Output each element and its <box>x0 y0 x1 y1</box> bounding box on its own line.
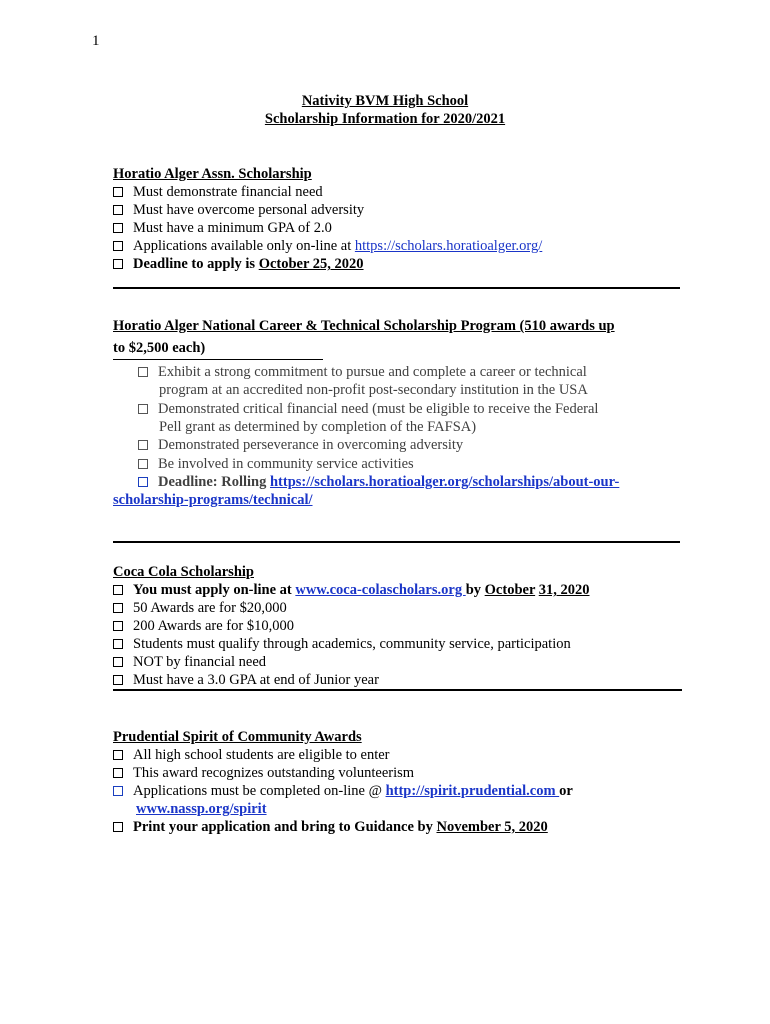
checkbox-icon <box>138 440 148 450</box>
horatio-tech-link[interactable]: https://scholars.horatioalger.org/scholarships/about-our- <box>269 474 620 490</box>
checkbox-icon <box>113 657 123 667</box>
list-item: Must have overcome personal adversity <box>113 201 364 219</box>
horatio-heading: Horatio Alger Assn. Scholarship <box>113 166 312 182</box>
list-item: Must demonstrate financial need <box>113 183 323 201</box>
list-item: All high school students are eligible to enter <box>113 746 390 764</box>
prudential-heading: Prudential Spirit of Community Awards <box>113 729 362 745</box>
list-item: NOT by financial need <box>113 653 266 671</box>
checkbox-icon <box>113 621 123 631</box>
list-item-continuation: program at an accredited non-profit post-secondary institution in the USA <box>159 382 588 398</box>
list-item: Applications must be completed on-line @ http://spirit.prudential.com or <box>113 782 573 800</box>
coca-cola-link[interactable]: www.coca-colascholars.org <box>295 582 466 598</box>
checkbox-icon <box>113 259 123 269</box>
checkbox-icon <box>113 187 123 197</box>
list-item: Demonstrated perseverance in overcoming adversity <box>138 436 463 454</box>
checkbox-icon <box>138 477 148 487</box>
checkbox-icon <box>113 585 123 595</box>
checkbox-icon <box>138 367 148 377</box>
checkbox-icon <box>113 205 123 215</box>
list-item-continuation: Pell grant as determined by completion of the FAFSA) <box>159 419 477 435</box>
section-divider <box>113 689 682 691</box>
heading-underline <box>113 359 323 360</box>
list-item: 200 Awards are for $10,000 <box>113 617 294 635</box>
checkbox-icon <box>138 459 148 469</box>
horatio-tech-heading-line2: to $2,500 each) <box>113 340 206 356</box>
horatio-tech-link-cont[interactable]: scholarship-programs/technical/ <box>113 492 313 508</box>
list-item: Deadline to apply is October 25, 2020 <box>113 255 364 273</box>
checkbox-icon <box>113 786 123 796</box>
list-item: Be involved in community service activities <box>138 455 414 473</box>
checkbox-icon <box>113 223 123 233</box>
section-divider <box>113 541 680 543</box>
checkbox-icon <box>113 822 123 832</box>
list-item: Applications available only on-line at https://scholars.horatioalger.org/ <box>113 237 542 255</box>
list-item: You must apply on-line at www.coca-colascholars.org by October 31, 2020 <box>113 581 590 599</box>
document-subtitle: Scholarship Information for 2020/2021 <box>264 111 506 127</box>
list-item: 50 Awards are for $20,000 <box>113 599 287 617</box>
checkbox-icon <box>113 675 123 685</box>
list-item: Deadline: Rolling https://scholars.horatioalger.org/scholarships/about-our- <box>138 473 619 491</box>
document-title: Nativity BVM High School <box>301 93 469 109</box>
horatio-apply-link[interactable]: https://scholars.horatioalger.org/ <box>354 238 543 254</box>
coca-cola-heading: Coca Cola Scholarship <box>113 564 254 580</box>
nassp-link[interactable]: www.nassp.org/spirit <box>136 801 267 817</box>
page-number: 1 <box>92 33 100 49</box>
list-item-continuation <box>113 491 313 509</box>
section-divider <box>113 287 680 289</box>
checkbox-icon <box>113 241 123 251</box>
prudential-deadline-date: November 5, 2020 <box>436 819 548 835</box>
checkbox-icon <box>138 404 148 414</box>
checkbox-icon <box>113 768 123 778</box>
checkbox-icon <box>113 639 123 649</box>
list-item: Must have a minimum GPA of 2.0 <box>113 219 332 237</box>
list-item: Exhibit a strong commitment to pursue and complete a career or technical <box>138 363 587 381</box>
horatio-deadline-date: October 25, 2020 <box>258 256 364 272</box>
list-item: This award recognizes outstanding volunteerism <box>113 764 414 782</box>
checkbox-icon <box>113 603 123 613</box>
prudential-link[interactable]: http://spirit.prudential.com <box>385 783 560 799</box>
list-item-continuation <box>136 800 267 818</box>
list-item: Demonstrated critical financial need (must be eligible to receive the Federal <box>138 400 598 418</box>
checkbox-icon <box>113 750 123 760</box>
list-item: Must have a 3.0 GPA at end of Junior year <box>113 671 379 689</box>
list-item: Students must qualify through academics, community service, participation <box>113 635 571 653</box>
horatio-tech-heading-line1: Horatio Alger National Career & Technical Scholarship Program (510 awards up <box>113 318 615 334</box>
list-item: Print your application and bring to Guidance by November 5, 2020 <box>113 818 548 836</box>
